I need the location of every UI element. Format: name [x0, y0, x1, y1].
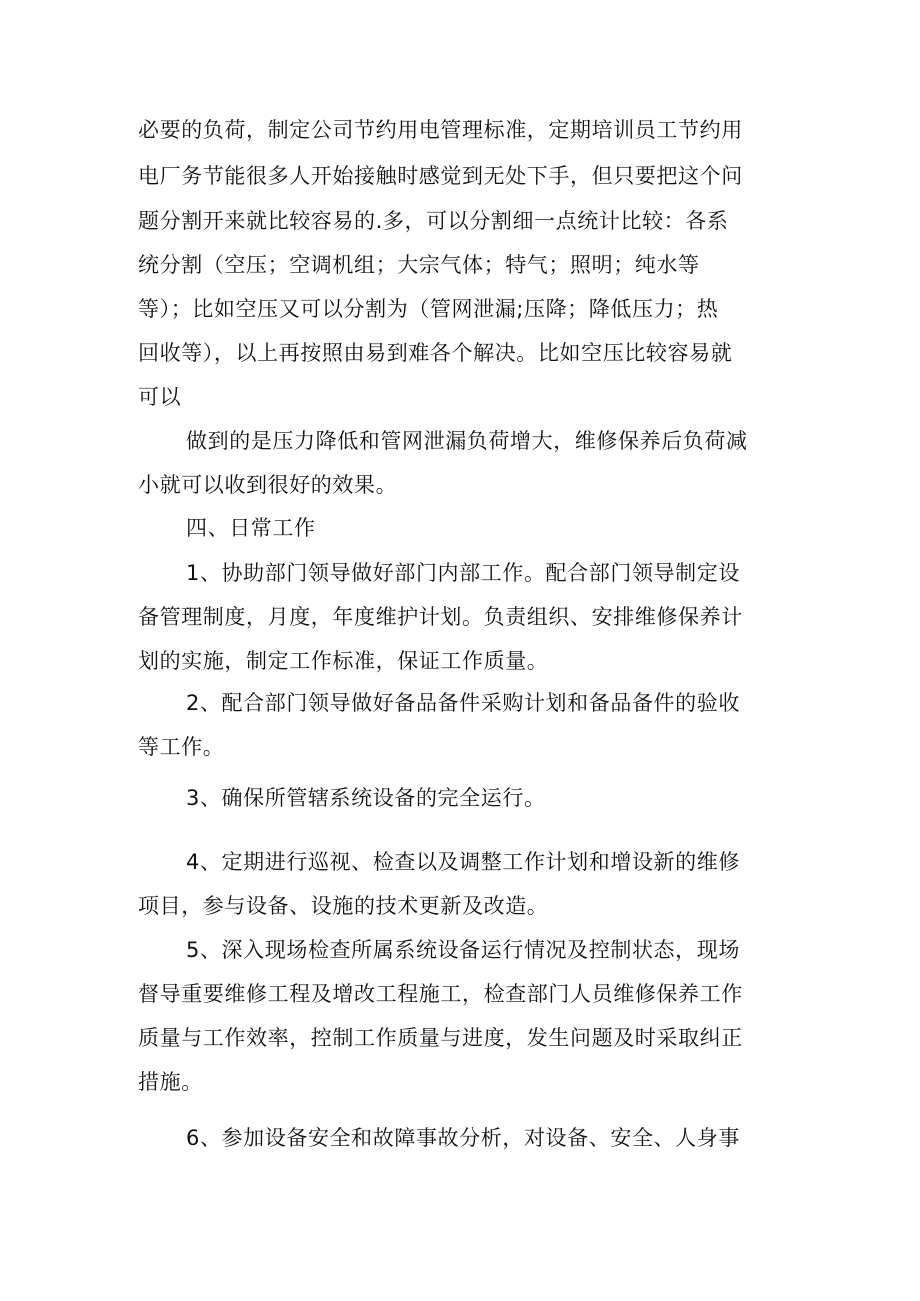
text-line: 备管理制度，月度，年度维护计划。负责组织、安排维修保养计 [138, 605, 743, 629]
list-item-line: 5、深入现场检查所属系统设备运行情况及控制状态，现场 [186, 938, 740, 962]
list-item-line: 3、确保所管辖系统设备的完全运行。 [186, 786, 546, 810]
section-heading: 四、日常工作 [186, 516, 316, 540]
text-line: 可以 [138, 385, 182, 409]
text-line: 划的实施，制定工作标准，保证工作质量。 [138, 649, 549, 673]
list-item-line: 2、配合部门领导做好备品备件采购计划和备品备件的验收 [186, 691, 740, 715]
text-line: 做到的是压力降低和管网泄漏负荷增大，维修保养后负荷减 [186, 429, 748, 453]
text-line: 质量与工作效率，控制工作质量与进度，发生问题及时采取纠正 [138, 1026, 743, 1050]
list-item-line: 1、协助部门领导做好部门内部工作。配合部门领导制定设 [186, 561, 740, 585]
text-line: 小就可以收到很好的效果。 [138, 473, 398, 497]
text-line: 督导重要维修工程及增改工程施工，检查部门人员维修保养工作 [138, 982, 743, 1006]
text-line: 回收等），以上再按照由易到难各个解决。比如空压比较容易就 [138, 341, 733, 365]
text-line: 电厂务节能很多人开始接触时感觉到无处下手，但只要把这个问 [138, 164, 743, 188]
list-item-line: 4、定期进行巡视、检查以及调整工作计划和增设新的维修 [186, 850, 740, 874]
text-line: 等）；比如空压又可以分割为（管网泄漏;压降；降低压力；热 [138, 297, 719, 321]
text-line: 措施。 [138, 1070, 203, 1094]
text-line: 项目，参与设备、设施的技术更新及改造。 [138, 894, 549, 918]
text-line: 题分割开来就比较容易的.多，可以分割细一点统计比较：各系 [138, 209, 729, 233]
text-line: 统分割（空压；空调机组；大宗气体；特气；照明；纯水等 [138, 253, 700, 277]
list-item-line: 6、参加设备安全和故障事故分析，对设备、安全、人身事 [186, 1126, 740, 1150]
text-line: 必要的负荷，制定公司节约用电管理标准，定期培训员工节约用 [138, 118, 743, 142]
text-line: 等工作。 [138, 735, 225, 759]
